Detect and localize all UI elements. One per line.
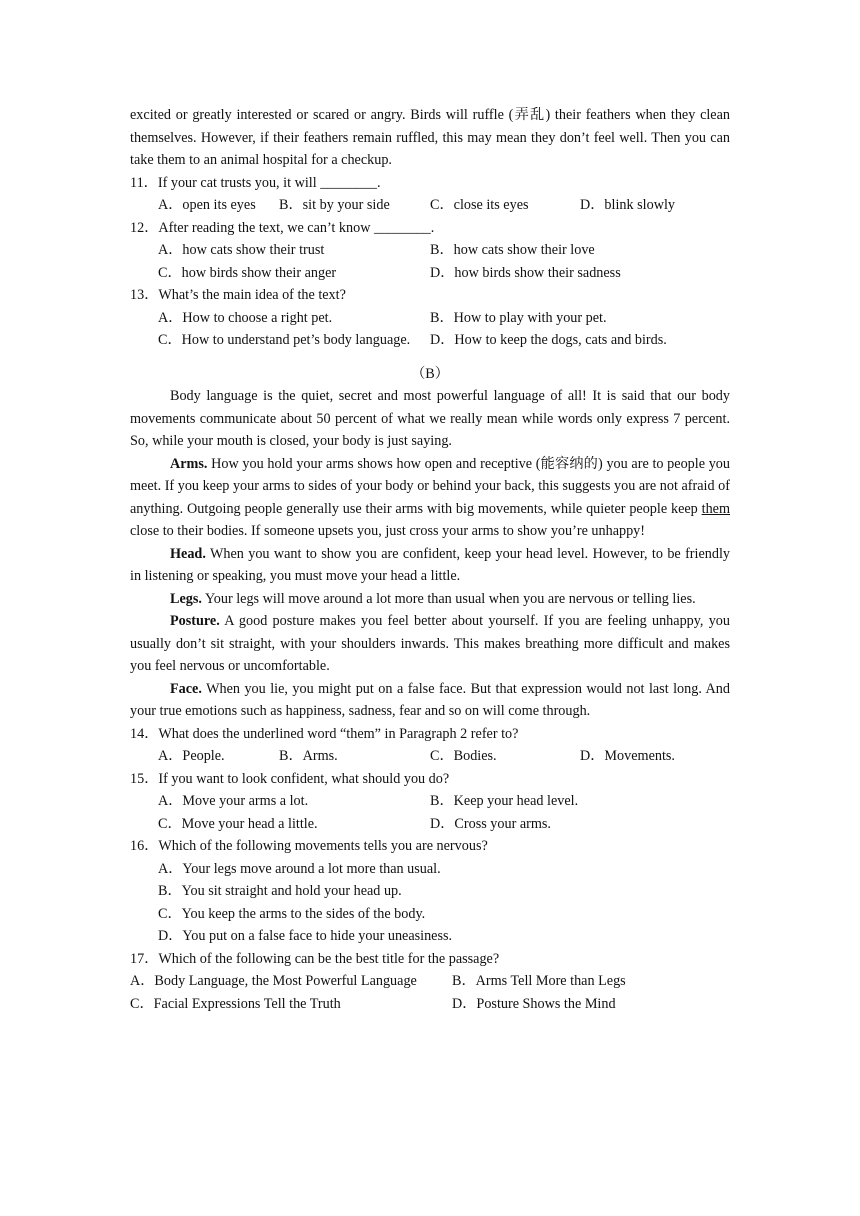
passage-b-paragraph-arms: Arms. How you hold your arms shows how open and receptive (能容纳的) you are to people you meet. If you keep your arms to sides of your body or behind your back, this suggests you are not afraid of anything. Outgoing people generally use their arms with big movements, while quieter people keep them close to their bodies. If someone upsets you, just cross your arms to show you’re unhappy! — [130, 455, 730, 539]
question-13-stem: 13．What’s the main idea of the text? — [130, 287, 346, 303]
option-d: D．You put on a false face to hide your uneasiness. — [158, 928, 453, 944]
question-11 — [130, 172, 730, 217]
passage-b-paragraph-legs: Legs. Your legs will move around a lot more than usual when you are nervous or telling lies. — [170, 590, 696, 607]
question-17-stem: 17．Which of the following can be the best title for the passage? — [130, 950, 500, 967]
option-b: B．sit by your side — [279, 197, 390, 213]
option-a: A．Your legs move around a lot more than usual. — [158, 860, 441, 877]
section-b-heading: （B） — [411, 365, 449, 382]
face-heading: Face. — [170, 680, 202, 697]
question-16-stem: 16．Which of the following movements tells you are nervous? — [130, 838, 488, 854]
option-a: A．open its eyes — [158, 197, 256, 213]
option-c: C．How to understand pet’s body language. — [158, 332, 411, 348]
question-16 — [130, 835, 730, 948]
option-c: C．how birds show their anger — [158, 264, 337, 281]
option-b: B．Arms. — [279, 748, 338, 764]
option-b: B．You sit straight and hold your head up. — [158, 883, 402, 899]
exam-page — [130, 104, 730, 1015]
option-c: C．Bodies. — [430, 748, 497, 764]
option-c: C．close its eyes — [430, 197, 529, 213]
option-d: D．Movements. — [580, 748, 675, 764]
option-d: D．Cross your arms. — [430, 815, 551, 832]
option-d: D．blink slowly — [580, 197, 675, 213]
question-14 — [130, 723, 730, 768]
passage-a-ending: excited or greatly interested or scared or angry. Birds will ruffle (弄乱) their feathers when they clean themselves. However, if their feathers remain ruffled, this may mean they don’t feel well. Then you can take them to an animal hospital for a checkup. — [130, 107, 730, 168]
passage-b-paragraph-head: Head. When you want to show you are confident, keep your head level. However, to be friendly in listening or speaking, you must move your head a little. — [130, 545, 730, 584]
option-a: A．People. — [158, 748, 225, 764]
question-17-options-row-1 — [130, 970, 730, 993]
question-13-options-row-1 — [130, 307, 730, 330]
option-c: C．Move your head a little. — [158, 815, 318, 832]
passage-b-paragraph-face: Face. When you lie, you might put on a false face. But that expression would not last long. And your true emotions such as happiness, sadness, fear and so on will come through. — [130, 680, 730, 719]
posture-heading: Posture. — [170, 613, 220, 629]
option-a: A．Move your arms a lot. — [158, 793, 309, 809]
question-15-options-row-2 — [130, 813, 730, 836]
option-d: D．how birds show their sadness — [430, 264, 621, 281]
question-11-stem: 11．If your cat trusts you, it will ________. — [130, 174, 381, 191]
question-13 — [130, 284, 730, 352]
question-13-options-row-2 — [130, 329, 730, 352]
option-a: A．Body Language, the Most Powerful Language — [130, 973, 417, 989]
passage-b-paragraph-posture: Posture. A good posture makes you feel better about yourself. If you are feeling unhappy, you usually don’t sit straight, with your shoulders inwards. This makes breathing more difficult and makes you feel nervous or uncomfortable. — [130, 613, 730, 674]
underlined-word-them: them — [701, 500, 730, 517]
arms-heading: Arms. — [170, 455, 208, 472]
question-17-options-row-2 — [130, 993, 730, 1016]
option-b: B．How to play with your pet. — [430, 309, 607, 326]
question-15-stem: 15．If you want to look confident, what should you do? — [130, 770, 450, 787]
question-12-options-row-1 — [130, 239, 730, 262]
option-b: B．how cats show their love — [430, 242, 595, 258]
question-15 — [130, 768, 730, 836]
passage-b-paragraph-1: Body language is the quiet, secret and most powerful language of all! It is said that our body movements communicate about 50 percent of what we really mean while words only express 7 percent. So, while your mouth is closed, your body is just saying. — [130, 388, 730, 449]
question-15-options-row-1 — [130, 790, 730, 813]
head-heading: Head. — [170, 545, 206, 562]
question-14-stem: 14．What does the underlined word “them” in Paragraph 2 refer to? — [130, 725, 519, 742]
option-b: B．Keep your head level. — [430, 793, 579, 809]
legs-heading: Legs. — [170, 590, 202, 607]
question-12-options-row-2 — [130, 262, 730, 285]
option-d: D．How to keep the dogs, cats and birds. — [430, 332, 667, 348]
option-a: A．how cats show their trust — [158, 242, 325, 258]
question-17 — [130, 948, 730, 1016]
option-d: D．Posture Shows the Mind — [452, 995, 616, 1012]
option-b: B．Arms Tell More than Legs — [452, 973, 626, 989]
question-12 — [130, 217, 730, 285]
question-12-stem: 12．After reading the text, we can’t know ________. — [130, 219, 435, 236]
question-11-options — [130, 194, 730, 217]
question-14-options — [130, 745, 730, 768]
option-c: C．You keep the arms to the sides of the body. — [158, 905, 426, 922]
option-a: A．How to choose a right pet. — [158, 309, 333, 326]
option-c: C．Facial Expressions Tell the Truth — [130, 995, 341, 1012]
